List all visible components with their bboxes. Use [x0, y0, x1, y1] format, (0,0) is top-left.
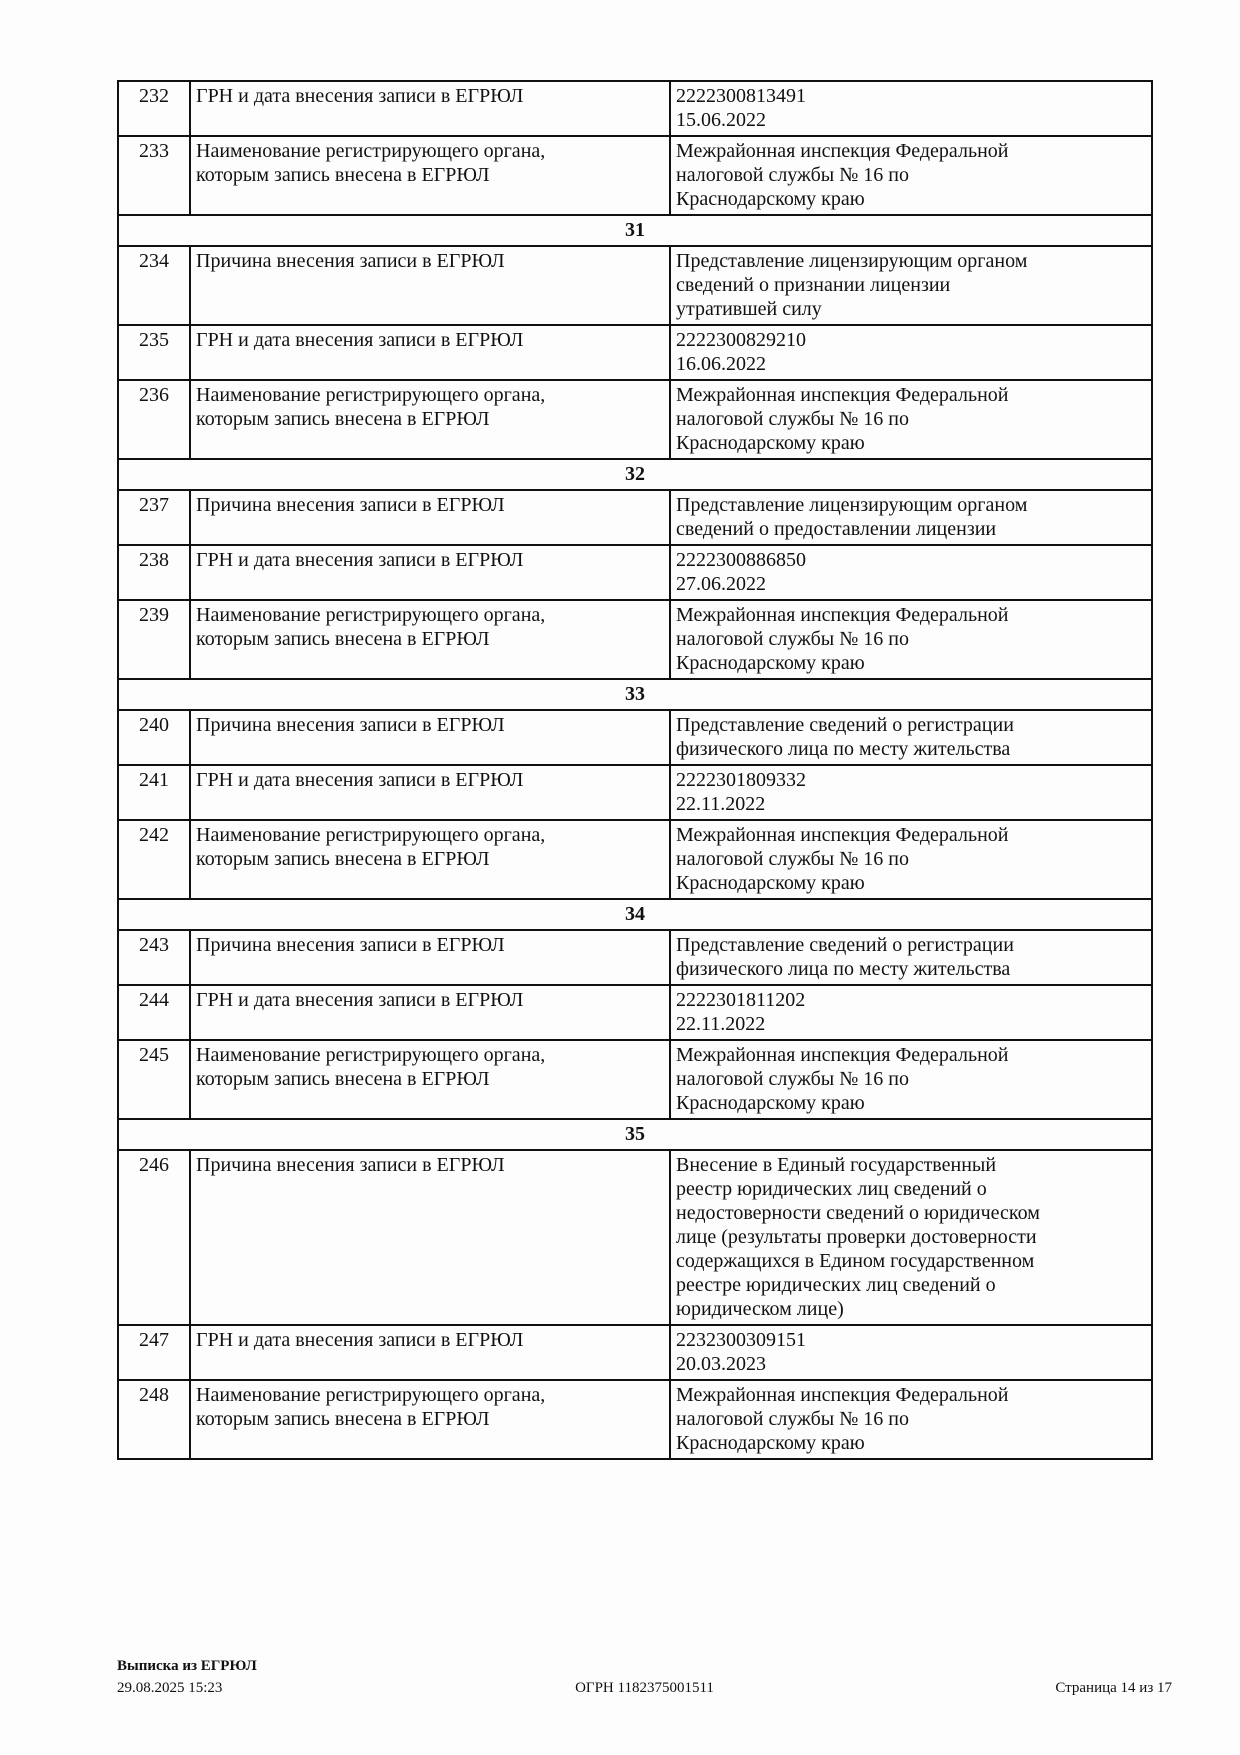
- record-label: [190, 1380, 670, 1459]
- record-row-248: [118, 1380, 1152, 1459]
- cell-text-line: Краснодарскому краю: [676, 432, 865, 454]
- record-number: 235: [118, 325, 190, 380]
- record-number: 243: [118, 930, 190, 985]
- cell-text-line: утратившей силу: [676, 298, 822, 320]
- record-label: [190, 710, 670, 765]
- cell-text-line: 16.06.2022: [676, 353, 766, 375]
- record-label: [190, 545, 670, 600]
- cell-text-line: Наименование регистрирующего органа,: [196, 824, 546, 846]
- cell-text-line: содержащихся в Едином государственном: [676, 1250, 1035, 1272]
- cell-text-line: 2222301811202: [676, 989, 806, 1011]
- cell-text-line: налоговой службы № 16 по: [676, 1408, 909, 1430]
- cell-text-line: Межрайонная инспекция Федеральной: [676, 140, 1009, 162]
- record-row-235: [118, 325, 1152, 380]
- record-number: 232: [118, 81, 190, 136]
- cell-text-line: налоговой службы № 16 по: [676, 848, 909, 870]
- record-value: [670, 710, 1152, 765]
- record-value: [670, 490, 1152, 545]
- record-value: [670, 325, 1152, 380]
- section-row-32: [118, 459, 1152, 490]
- cell-text-line: реестре юридических лиц сведений о: [676, 1274, 996, 1296]
- record-row-238: [118, 545, 1152, 600]
- cell-text-line: ГРН и дата внесения записи в ЕГРЮЛ: [196, 85, 524, 107]
- record-value: [670, 246, 1152, 325]
- record-number: 238: [118, 545, 190, 600]
- record-label: [190, 490, 670, 545]
- record-row-247: [118, 1325, 1152, 1380]
- record-row-246: [118, 1150, 1152, 1325]
- cell-text-line: Наименование регистрирующего органа,: [196, 604, 546, 626]
- cell-text-line: сведений о признании лицензии: [676, 274, 951, 296]
- record-value: [670, 1380, 1152, 1459]
- record-value: [670, 820, 1152, 899]
- cell-text-line: ГРН и дата внесения записи в ЕГРЮЛ: [196, 989, 524, 1011]
- record-value: [670, 1150, 1152, 1325]
- record-value: [670, 545, 1152, 600]
- record-row-234: [118, 246, 1152, 325]
- record-label: [190, 985, 670, 1040]
- cell-text-line: налоговой службы № 16 по: [676, 408, 909, 430]
- cell-text-line: 22.11.2022: [676, 793, 766, 815]
- cell-text-line: которым запись внесена в ЕГРЮЛ: [196, 408, 490, 430]
- cell-text-line: Краснодарскому краю: [676, 652, 865, 674]
- record-label: [190, 600, 670, 679]
- section-row-35: [118, 1119, 1152, 1150]
- record-row-237: [118, 490, 1152, 545]
- record-number: 244: [118, 985, 190, 1040]
- cell-text-line: 2222300886850: [676, 549, 806, 571]
- record-number: 246: [118, 1150, 190, 1325]
- cell-text-line: реестр юридических лиц сведений о: [676, 1178, 987, 1200]
- record-label: [190, 380, 670, 459]
- record-row-245: [118, 1040, 1152, 1119]
- section-number: 33: [118, 679, 1152, 710]
- cell-text-line: Причина внесения записи в ЕГРЮЛ: [196, 714, 505, 736]
- record-row-242: [118, 820, 1152, 899]
- section-number: 35: [118, 1119, 1152, 1150]
- cell-text-line: Причина внесения записи в ЕГРЮЛ: [196, 1154, 505, 1176]
- footer-doc-title: Выписка из ЕГРЮЛ: [117, 1658, 257, 1674]
- cell-text-line: Причина внесения записи в ЕГРЮЛ: [196, 250, 505, 272]
- cell-text-line: Межрайонная инспекция Федеральной: [676, 1384, 1009, 1406]
- record-row-241: [118, 765, 1152, 820]
- cell-text-line: 2222300813491: [676, 85, 806, 107]
- cell-text-line: которым запись внесена в ЕГРЮЛ: [196, 1068, 490, 1090]
- cell-text-line: юридическом лице): [676, 1298, 844, 1320]
- cell-text-line: Наименование регистрирующего органа,: [196, 1044, 546, 1066]
- cell-text-line: 22.11.2022: [676, 1013, 766, 1035]
- records-table-body: [118, 81, 1152, 1459]
- record-number: 241: [118, 765, 190, 820]
- cell-text-line: которым запись внесена в ЕГРЮЛ: [196, 164, 490, 186]
- cell-text-line: Межрайонная инспекция Федеральной: [676, 1044, 1009, 1066]
- section-number: 31: [118, 215, 1152, 246]
- record-row-243: [118, 930, 1152, 985]
- record-label: [190, 765, 670, 820]
- record-row-236: [118, 380, 1152, 459]
- cell-text-line: 20.03.2023: [676, 1353, 766, 1375]
- record-label: [190, 1325, 670, 1380]
- cell-text-line: Межрайонная инспекция Федеральной: [676, 384, 1009, 406]
- egrul-records-table: [117, 80, 1153, 1460]
- cell-text-line: Представление сведений о регистрации: [676, 714, 1014, 736]
- record-row-239: [118, 600, 1152, 679]
- record-number: 242: [118, 820, 190, 899]
- page-footer: [117, 1655, 1172, 1699]
- cell-text-line: которым запись внесена в ЕГРЮЛ: [196, 628, 490, 650]
- section-number: 32: [118, 459, 1152, 490]
- cell-text-line: Причина внесения записи в ЕГРЮЛ: [196, 934, 505, 956]
- cell-text-line: которым запись внесена в ЕГРЮЛ: [196, 1408, 490, 1430]
- record-number: 234: [118, 246, 190, 325]
- footer-ogrn: ОГРН 1182375001511: [575, 1680, 714, 1696]
- cell-text-line: сведений о предоставлении лицензии: [676, 518, 997, 540]
- cell-text-line: физического лица по месту жительства: [676, 738, 1011, 760]
- record-label: [190, 81, 670, 136]
- record-label: [190, 136, 670, 215]
- record-value: [670, 600, 1152, 679]
- cell-text-line: Краснодарскому краю: [676, 1432, 865, 1454]
- record-number: 236: [118, 380, 190, 459]
- cell-text-line: недостоверности сведений о юридическом: [676, 1202, 1040, 1224]
- record-row-240: [118, 710, 1152, 765]
- cell-text-line: Краснодарскому краю: [676, 188, 865, 210]
- cell-text-line: Причина внесения записи в ЕГРЮЛ: [196, 494, 505, 516]
- cell-text-line: Внесение в Единый государственный: [676, 1154, 997, 1176]
- record-label: [190, 930, 670, 985]
- cell-text-line: физического лица по месту жительства: [676, 958, 1011, 980]
- footer-page-number: Страница 14 из 17: [1055, 1680, 1172, 1696]
- record-label: [190, 1150, 670, 1325]
- record-number: 245: [118, 1040, 190, 1119]
- record-row-232: [118, 81, 1152, 136]
- record-value: [670, 985, 1152, 1040]
- cell-text-line: Межрайонная инспекция Федеральной: [676, 604, 1009, 626]
- section-row-33: [118, 679, 1152, 710]
- record-value: [670, 380, 1152, 459]
- cell-text-line: ГРН и дата внесения записи в ЕГРЮЛ: [196, 329, 524, 351]
- cell-text-line: которым запись внесена в ЕГРЮЛ: [196, 848, 490, 870]
- cell-text-line: Наименование регистрирующего органа,: [196, 384, 546, 406]
- cell-text-line: 15.06.2022: [676, 109, 766, 131]
- record-value: [670, 81, 1152, 136]
- footer-datetime: 29.08.2025 15:23: [117, 1680, 223, 1696]
- record-row-233: [118, 136, 1152, 215]
- cell-text-line: лице (результаты проверки достоверности: [676, 1226, 1037, 1248]
- cell-text-line: 2232300309151: [676, 1329, 806, 1351]
- cell-text-line: Наименование регистрирующего органа,: [196, 140, 546, 162]
- cell-text-line: Представление сведений о регистрации: [676, 934, 1014, 956]
- record-label: [190, 325, 670, 380]
- record-number: 237: [118, 490, 190, 545]
- record-number: 248: [118, 1380, 190, 1459]
- record-label: [190, 1040, 670, 1119]
- cell-text-line: Представление лицензирующим органом: [676, 494, 1028, 516]
- record-label: [190, 246, 670, 325]
- cell-text-line: налоговой службы № 16 по: [676, 164, 909, 186]
- cell-text-line: 27.06.2022: [676, 573, 766, 595]
- record-number: 233: [118, 136, 190, 215]
- cell-text-line: Межрайонная инспекция Федеральной: [676, 824, 1009, 846]
- record-value: [670, 136, 1152, 215]
- record-value: [670, 765, 1152, 820]
- footer-doc-info: [117, 1655, 575, 1699]
- record-value: [670, 1040, 1152, 1119]
- cell-text-line: ГРН и дата внесения записи в ЕГРЮЛ: [196, 549, 524, 571]
- cell-text-line: 2222301809332: [676, 769, 806, 791]
- cell-text-line: Краснодарскому краю: [676, 872, 865, 894]
- record-number: 247: [118, 1325, 190, 1380]
- cell-text-line: 2222300829210: [676, 329, 806, 351]
- record-value: [670, 930, 1152, 985]
- cell-text-line: Представление лицензирующим органом: [676, 250, 1028, 272]
- cell-text-line: налоговой службы № 16 по: [676, 1068, 909, 1090]
- cell-text-line: ГРН и дата внесения записи в ЕГРЮЛ: [196, 769, 524, 791]
- record-row-244: [118, 985, 1152, 1040]
- section-number: 34: [118, 899, 1152, 930]
- cell-text-line: налоговой службы № 16 по: [676, 628, 909, 650]
- record-label: [190, 820, 670, 899]
- section-row-31: [118, 215, 1152, 246]
- record-number: 240: [118, 710, 190, 765]
- record-value: [670, 1325, 1152, 1380]
- record-number: 239: [118, 600, 190, 679]
- cell-text-line: ГРН и дата внесения записи в ЕГРЮЛ: [196, 1329, 524, 1351]
- section-row-34: [118, 899, 1152, 930]
- cell-text-line: Краснодарскому краю: [676, 1092, 865, 1114]
- cell-text-line: Наименование регистрирующего органа,: [196, 1384, 546, 1406]
